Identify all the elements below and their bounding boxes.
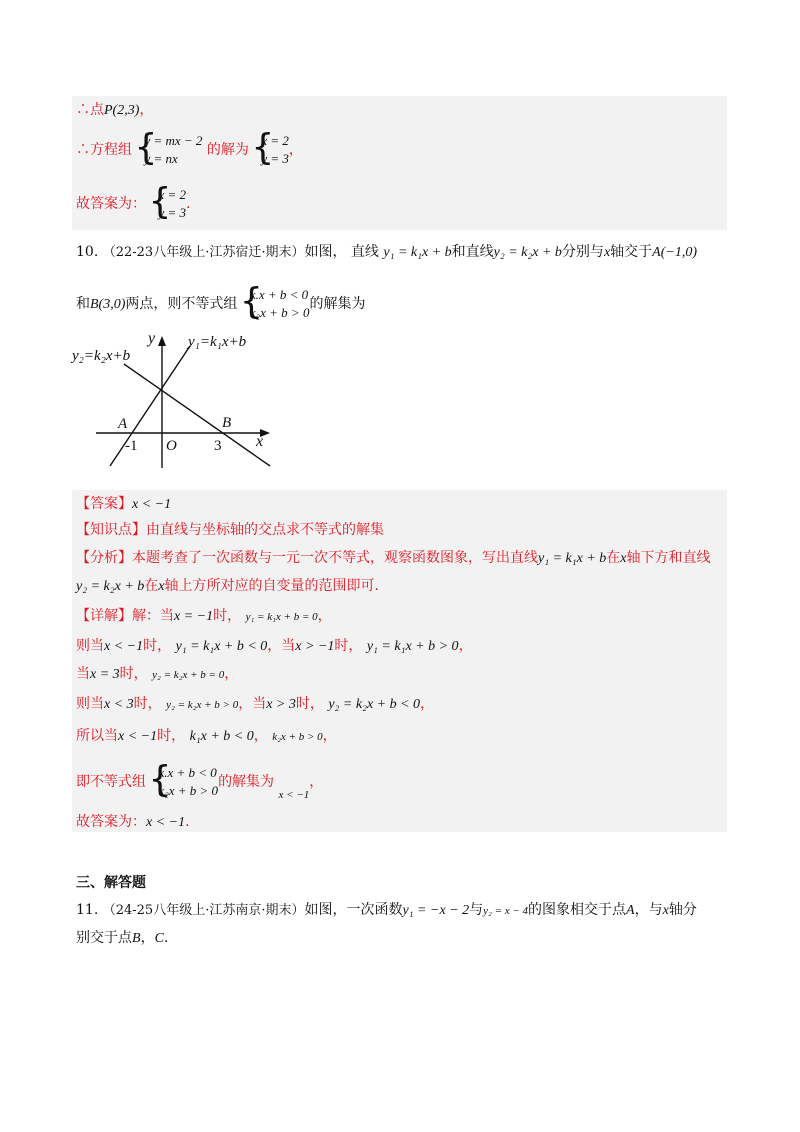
point: A(−1,0)	[652, 245, 697, 260]
detail-line-5	[76, 726, 337, 747]
point: B(3,0)	[90, 297, 126, 312]
text: ，	[420, 696, 435, 712]
math: x = 3	[90, 667, 120, 682]
inequality-system	[242, 286, 310, 322]
text: 即不等式组	[76, 774, 146, 790]
label-y2: y₂=k₂x+b	[72, 348, 131, 364]
text: 分别与	[561, 244, 604, 260]
text: ，	[322, 728, 337, 744]
text: 轴下方和直线	[626, 550, 711, 566]
answer-tag: 【答案】	[76, 496, 132, 512]
inequality-row: { k.x + b < 0	[158, 765, 217, 780]
text: 所以当	[76, 728, 118, 744]
inequality-row: k₂x + b > 0	[249, 305, 310, 320]
analysis-text: 本题考查了一次函数与一元一次不等式，观察函数图象，写出直线	[132, 550, 538, 566]
detail-tag: 【详解】	[76, 608, 132, 624]
equation-row: { x = 2	[158, 187, 186, 202]
text: 轴交于	[610, 244, 653, 260]
section-heading: 三、解答题	[76, 875, 146, 891]
detail-line-4	[76, 694, 434, 715]
text: ，	[140, 930, 155, 946]
axis-label-y: y	[148, 330, 156, 347]
math: y₂ = k₂x + b = 0	[152, 669, 225, 681]
q10-line-1	[76, 242, 697, 263]
detail-line-7	[76, 812, 190, 833]
analysis-line-1	[76, 548, 711, 569]
inequality-row: { k.x + b < 0	[249, 287, 309, 302]
variable: x	[662, 903, 669, 918]
text: 的图象相交于点	[528, 902, 627, 918]
top-line-2	[76, 132, 303, 168]
math: x < 3	[104, 697, 134, 712]
analysis-tag: 【分析】	[76, 550, 132, 566]
text: .	[163, 930, 169, 946]
math: x < −1	[146, 815, 186, 830]
equation-system	[136, 132, 202, 168]
text: .	[185, 814, 190, 830]
equation-row: { x = 2	[261, 133, 289, 148]
equation-row: y = nx	[144, 151, 178, 166]
text: 时，	[157, 728, 186, 744]
variable: A	[626, 903, 635, 918]
text: 解：当	[132, 608, 174, 624]
text: 时，	[119, 666, 148, 682]
math: x < −1	[104, 639, 144, 654]
text: 故答案为：	[76, 196, 146, 212]
inequality-row: k₂x + b > 0	[158, 783, 219, 798]
text: ∴方程组	[76, 142, 132, 158]
equation: y₁ = k₁x + b	[538, 551, 607, 566]
equation: y₁ = k₁x + b	[383, 245, 452, 260]
math: x < −1	[278, 789, 310, 801]
equation-row: { y = mx − 2	[144, 133, 203, 148]
math: y₂ = k₂x + b < 0	[328, 697, 421, 712]
text: .	[186, 196, 191, 212]
text: ，	[288, 142, 303, 158]
origin-label: O	[166, 438, 177, 454]
text: 轴分	[668, 902, 697, 918]
text: 如图，一次函数	[304, 902, 403, 918]
label-y1: y₁=k₁x+b	[188, 334, 247, 350]
text: 的解为	[206, 142, 249, 158]
text: ，	[253, 728, 268, 744]
tick-label-3: 3	[214, 438, 222, 454]
y-axis-arrow	[158, 336, 166, 346]
math: x = −1	[174, 609, 214, 624]
equation-row: y = 3	[158, 205, 186, 220]
text: ，当	[238, 696, 267, 712]
text: 在	[606, 550, 621, 566]
line-y1	[110, 346, 190, 466]
text: 时，	[213, 608, 242, 624]
math: k₂x + b > 0	[272, 731, 323, 743]
text: 当	[76, 666, 90, 682]
text: 别交于点	[76, 930, 132, 946]
math: y₂ = k₂x + b > 0	[166, 699, 239, 711]
text: 时，	[295, 696, 324, 712]
point-p: P(2,3)	[104, 103, 140, 118]
question-source: （22-23八年级上·江苏宿迁·期末）	[102, 245, 305, 260]
answer-value: x < −1	[132, 497, 172, 512]
detail-line-1	[76, 606, 332, 627]
equation: y₂ = k₂x + b	[493, 245, 562, 260]
text: 在	[144, 578, 159, 594]
solution-system	[150, 186, 186, 222]
answer-line	[76, 494, 171, 515]
tick-label-neg1: -1	[125, 438, 138, 454]
solution-system	[253, 132, 289, 168]
q10-line-2	[76, 286, 365, 322]
text: 轴上方所对应的自变量的范围即可.	[164, 578, 379, 594]
text: ，与	[634, 902, 663, 918]
top-line-3	[76, 186, 190, 222]
math: x > −1	[295, 639, 335, 654]
text: 如图， 直线	[304, 244, 379, 260]
equation-row: y = 3	[261, 151, 289, 166]
detail-line-6	[76, 764, 323, 800]
knowledge-text: 由直线与坐标轴的交点求不等式的解集	[146, 522, 384, 538]
text: 时，	[334, 638, 363, 654]
math: y₁ = k₁x + b > 0	[366, 639, 459, 654]
text: ，	[317, 608, 332, 624]
point-label-a: A	[118, 416, 128, 432]
detail-line-3	[76, 664, 238, 685]
variable: x	[158, 579, 165, 594]
math: x > 3	[266, 697, 296, 712]
variable: x	[603, 245, 611, 260]
point-label-b: B	[222, 415, 232, 431]
text: 时，	[143, 638, 172, 654]
knowledge-line	[76, 520, 384, 540]
text: 和	[76, 296, 90, 312]
line-y2	[124, 364, 270, 466]
knowledge-tag: 【知识点】	[76, 522, 146, 538]
text: 时，	[133, 696, 162, 712]
math: y₁ = k₁x + b = 0	[245, 611, 318, 623]
function-graph	[60, 326, 300, 476]
math: x < −1	[118, 729, 158, 744]
q11-line-2	[76, 928, 168, 949]
variable: B	[132, 931, 141, 946]
q11-line-1	[76, 900, 697, 921]
question-number: 10.	[76, 244, 99, 260]
text: 则当	[76, 696, 104, 712]
analysis-line-2	[76, 576, 379, 597]
text: 则当	[76, 638, 104, 654]
top-line-1	[76, 100, 153, 121]
equation: y₂ = k₂x + b	[76, 579, 145, 594]
text: 和直线	[451, 244, 494, 260]
text: ∴点	[76, 102, 104, 118]
text: 两点，则不等式组	[125, 296, 238, 312]
text: 的解集为	[218, 774, 275, 790]
inequality-system	[150, 764, 218, 800]
text: ，	[458, 638, 473, 654]
text: 故答案为：	[76, 814, 146, 830]
text: 的解集为	[309, 296, 366, 312]
equation: y₂ = x − 4	[483, 905, 529, 917]
text: ，当	[267, 638, 296, 654]
question-number: 11.	[76, 902, 99, 918]
variable: C	[154, 931, 164, 946]
text: ，	[309, 774, 324, 790]
equation: y₁ = −x − 2	[402, 903, 470, 918]
text: ，	[224, 666, 239, 682]
variable: x	[620, 551, 627, 566]
math: y₁ = k₁x + b < 0	[175, 639, 268, 654]
text: 与	[469, 902, 484, 918]
math: k₁x + b < 0	[189, 729, 254, 744]
text: ，	[139, 102, 154, 118]
axis-label-x: x	[256, 433, 264, 450]
question-source: （24-25八年级上·江苏南京·期末）	[102, 903, 305, 918]
detail-line-2	[76, 636, 473, 657]
